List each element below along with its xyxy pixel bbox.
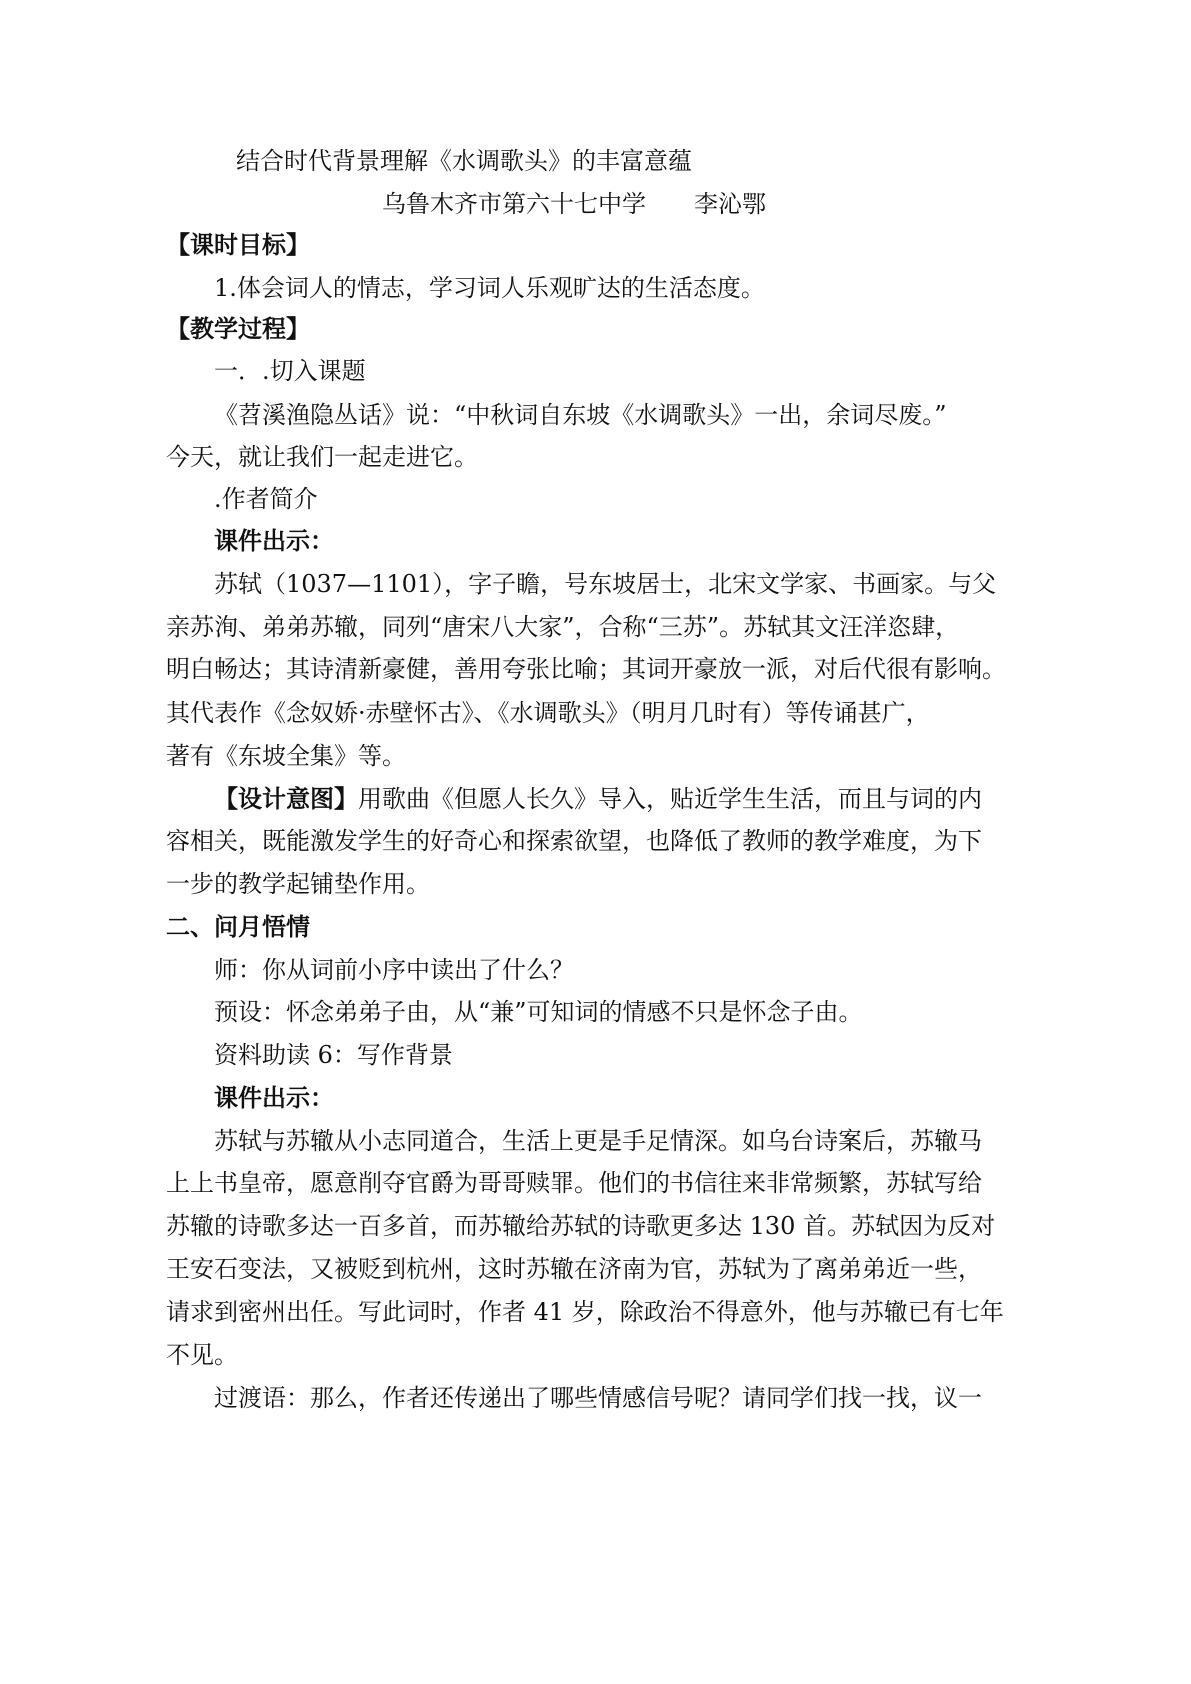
design-intent-line: 一步的教学起铺垫作用。 xyxy=(166,870,430,898)
background-paragraph-line: 请求到密州出任。写此词时，作者 41 岁，除政治不得意外，他与苏辙已有七年 xyxy=(166,1298,1004,1326)
transition-line: 过渡语：那么，作者还传递出了哪些情感信号呢？请同学们找一找，议一 xyxy=(214,1384,982,1412)
bio-paragraph-line: 苏轼（1037—1101），字子瞻，号东坡居士，北宋文学家、书画家。与父 xyxy=(214,570,997,598)
background-paragraph-line: 不见。 xyxy=(166,1341,238,1369)
background-paragraph-line: 苏轼与苏辙从小志同道合，生活上更是手足情深。如乌台诗案后，苏辙马 xyxy=(214,1127,982,1155)
bio-paragraph-line: 明白畅达；其诗清新豪健，善用夸张比喻；其词开豪放一派，对后代很有影响。 xyxy=(166,655,1006,683)
bio-paragraph-line: 其代表作《念奴娇·赤壁怀古》、《水调歌头》（明月几时有）等传诵甚广， xyxy=(166,699,930,727)
background-paragraph-line: 王安石变法，又被贬到杭州，这时苏辙在济南为官，苏轼为了离弟弟近一些， xyxy=(166,1255,982,1283)
section-heading-process: 【教学过程】 xyxy=(166,314,310,343)
section-heading-goals: 【课时目标】 xyxy=(166,230,310,259)
author-line: 乌鲁木齐市第六十七中学 李沁鄂 xyxy=(382,190,766,218)
design-intent-line: 容相关，既能激发学生的好奇心和探索欲望，也降低了教师的教学难度，为下 xyxy=(166,827,982,855)
design-intent-text: 用歌曲《但愿人长久》导入，贴近学生生活，而且与词的内 xyxy=(358,785,982,813)
goal-item: 1.体会词人的情志，学习词人乐观旷达的生活态度。 xyxy=(214,274,765,302)
design-intent-label: 【设计意图】 xyxy=(214,784,358,813)
part1-heading: 一．.切入课题 xyxy=(214,357,366,385)
design-intent-paragraph xyxy=(214,784,982,814)
bio-paragraph-line: 著有《东坡全集》等。 xyxy=(166,742,406,770)
author-intro-heading: .作者简介 xyxy=(214,485,318,513)
background-paragraph-line: 苏辙的诗歌多达一百多首，而苏辙给苏轼的诗歌更多达 130 首。苏轼因为反对 xyxy=(166,1212,996,1240)
intro-paragraph-line: 《苕溪渔隐丛话》说：“中秋词自东坡《水调歌头》一出，余词尽废。” xyxy=(214,401,947,429)
intro-paragraph-line: 今天，就让我们一起走进它。 xyxy=(166,443,478,471)
material-reading: 资料助读 6：写作背景 xyxy=(214,1041,453,1069)
courseware-label: 课件出示： xyxy=(214,1083,334,1112)
preset-answer: 预设：怀念弟弟子由，从“兼”可知词的情感不只是怀念子由。 xyxy=(214,998,863,1026)
background-paragraph-line: 上上书皇帝，愿意削夺官爵为哥哥赎罪。他们的书信往来非常频繁，苏轼写给 xyxy=(166,1169,982,1197)
teacher-question: 师：你从词前小序中读出了什么？ xyxy=(214,956,574,984)
bio-paragraph-line: 亲苏洵、弟弟苏辙，同列“唐宋八大家”，合称“三苏”。苏轼其文汪洋恣肆， xyxy=(166,613,960,641)
part2-heading: 二、问月悟情 xyxy=(166,912,310,941)
courseware-label: 课件出示： xyxy=(214,526,334,555)
document-title: 结合时代背景理解《水调歌头》的丰富意蕴 xyxy=(236,147,692,175)
